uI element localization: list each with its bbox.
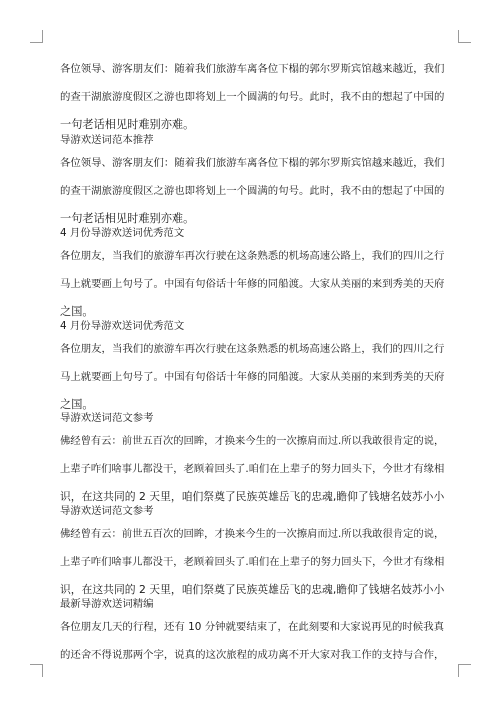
text-line: 马上就要画上句号了。中国有句俗话十年修的同船渡。大家从美丽的来到秀美的天府 xyxy=(60,371,445,383)
section-heading: 4 月份导游欢送词优秀范文 xyxy=(60,320,185,332)
crop-mark-bottom-right xyxy=(458,664,471,677)
text-line: 各位领导、游客朋友们：随着我们旅游车离各位下榻的郭尔罗斯宾馆越来越近，我们 xyxy=(60,63,445,75)
text-line: 佛经曾有云：前世五百次的回眸，才换来今生的一次擦肩而过.所以我敢很肯定的说， xyxy=(60,435,445,447)
section-heading: 导游欢送词范本推荐 xyxy=(60,134,154,146)
section-heading: 导游欢送词范文参考 xyxy=(60,412,154,424)
text-line: 佛经曾有云：前世五百次的回眸，才换来今生的一次擦肩而过.所以我敢很肯定的说， xyxy=(60,528,445,540)
crop-mark-top-right xyxy=(458,30,471,43)
section-heading: 导游欢送词范文参考 xyxy=(60,505,154,517)
text-line: 之国。 xyxy=(60,305,94,318)
text-line: 的还舍不得说那两个字，说真的这次旅程的成功离不开大家对我工作的支持与合作， xyxy=(60,649,445,661)
text-line: 识，在这共同的 2 天里，咱们祭奠了民族英雄岳飞的忠魂,瞻仰了钱塘名妓苏小小 xyxy=(60,490,445,503)
text-line: 马上就要画上句号了。中国有句俗话十年修的同船渡。大家从美丽的来到秀美的天府 xyxy=(60,278,445,290)
section-heading: 最新导游欢送词精编 xyxy=(60,598,154,610)
text-line: 之国。 xyxy=(60,398,94,411)
text-line: 上辈子咋们啥事儿都没干，老顾着回头了.咱们在上辈子的努力回头下，今世才有缘相 xyxy=(60,463,445,475)
text-line: 识，在这共同的 2 天里，咱们祭奠了民族英雄岳飞的忠魂,瞻仰了钱塘名妓苏小小 xyxy=(60,583,445,596)
text-line: 各位朋友，当我们的旅游车再次行驶在这条熟悉的机场高速公路上，我们的四川之行 xyxy=(60,250,445,262)
text-line: 各位朋友几天的行程，还有 10 分钟就要结束了，在此刻要和大家说再见的时候我真 xyxy=(60,621,444,633)
text-line: 各位朋友，当我们的旅游车再次行驶在这条熟悉的机场高速公路上，我们的四川之行 xyxy=(60,343,445,355)
text-line: 上辈子咋们啥事儿都没干，老顾着回头了.咱们在上辈子的努力回头下，今世才有缘相 xyxy=(60,556,445,568)
text-line: 各位领导、游客朋友们：随着我们旅游车离各位下榻的郭尔罗斯宾馆越来越近，我们 xyxy=(60,157,445,169)
crop-mark-bottom-left xyxy=(30,664,43,677)
text-line: 的查干湖旅游度假区之游也即将划上一个圆满的句号。此时，我不由的想起了中国的 xyxy=(60,91,445,103)
text-line: 一句老话相见时难别亦难。 xyxy=(60,212,195,225)
text-line: 一句老话相见时难别亦难。 xyxy=(60,118,195,131)
section-heading: 4 月份导游欢送词优秀范文 xyxy=(60,227,185,239)
crop-mark-top-left xyxy=(30,30,43,43)
text-line: 的查干湖旅游度假区之游也即将划上一个圆满的句号。此时，我不由的想起了中国的 xyxy=(60,185,445,197)
